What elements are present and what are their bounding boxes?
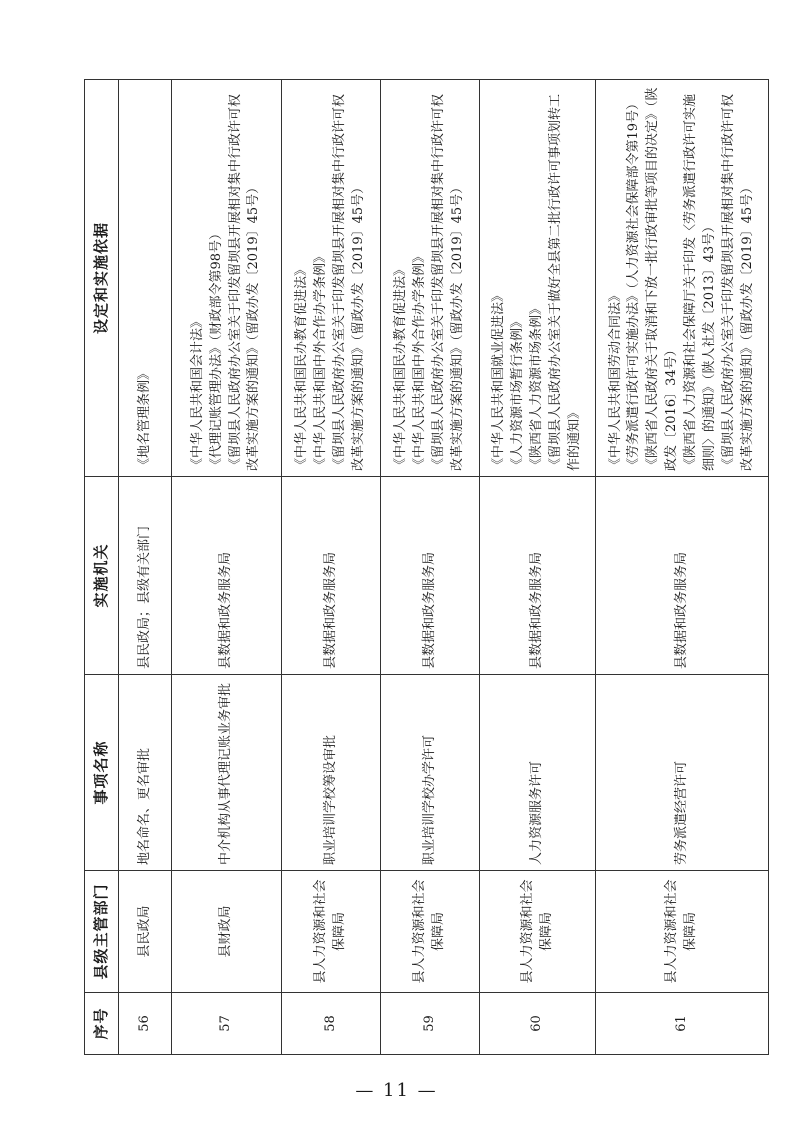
row-seq: 59 (381, 993, 480, 1055)
row-basis (172, 80, 282, 477)
header-agency: 实施机关 (85, 477, 119, 675)
row-basis (119, 80, 172, 477)
row-agency: 县数据和政务服务局 (172, 477, 282, 675)
header-item: 事项名称 (85, 675, 119, 871)
basis-entry: 《陕西省人力资源和社会保障厅关于印发〈劳务派遣行政许可实施细则〉的通知》（陕人社发〔2013〕43号） (683, 93, 717, 471)
row-agency: 县数据和政务服务局 (381, 477, 480, 675)
row-agency: 县数据和政务服务局 (480, 477, 596, 675)
basis-entry: 《中华人民共和国民办教育促进法》 (294, 262, 310, 471)
table-header-row (85, 80, 119, 1055)
basis-entry: 《中华人民共和国中外合作办学条例》 (412, 249, 428, 471)
row-basis (596, 80, 769, 477)
basis-entry: 《中华人民共和国会计法》 (189, 314, 205, 471)
row-basis (381, 80, 480, 477)
row-seq: 61 (596, 993, 769, 1055)
table-row (596, 80, 769, 1055)
basis-entry: 《中华人民共和国民办教育促进法》 (393, 262, 409, 471)
row-department: 县人力资源和社会保障局 (480, 871, 596, 993)
basis-entry: 《地名管理条例》 (136, 366, 152, 471)
row-department: 县民政局 (119, 871, 172, 993)
basis-entry: 《中华人民共和国中外合作办学条例》 (313, 249, 329, 471)
row-agency: 县民政局；县级有关部门 (119, 477, 172, 675)
basis-entry: 《陕西省人民政府关于取消和下放一批行政审批等项目的决定》（陕政发〔2016〕34号） (645, 87, 680, 471)
row-basis (282, 80, 381, 477)
basis-entry: 《留坝县人民政府办公室关于印发留坝县开展相对集中行政许可权改革实施方案的通知》（留政办发〔2019〕45号） (720, 93, 755, 471)
basis-entry: 《劳务派遣行政许可实施办法》（人力资源社会保障部令第19号） (626, 96, 642, 471)
row-item: 劳务派遣经营许可 (596, 675, 769, 871)
row-item: 职业培训学校办学许可 (381, 675, 480, 871)
basis-entry: 《留坝县人民政府办公室关于印发留坝县开展相对集中行政许可权改革实施方案的通知》（留政办发〔2019〕45号） (332, 93, 366, 471)
permit-items-table (84, 79, 769, 1055)
basis-entry: 《留坝县人民政府办公室关于印发留坝县开展相对集中行政许可权改革实施方案的通知》（留政办发〔2019〕45号） (431, 93, 465, 471)
basis-entry: 《中华人民共和国劳动合同法》 (607, 288, 623, 471)
row-department: 县人力资源和社会保障局 (282, 871, 381, 993)
basis-entry: 《留坝县人民政府办公室关于印发留坝县开展相对集中行政许可权改革实施方案的通知》（留政办发〔2019〕45号） (227, 93, 262, 471)
row-item: 人力资源服务许可 (480, 675, 596, 871)
header-department: 县级主管部门 (85, 871, 119, 993)
row-department: 县财政局 (172, 871, 282, 993)
table-row (480, 80, 596, 1055)
row-department: 县人力资源和社会保障局 (596, 871, 769, 993)
basis-entry: 《中华人民共和国就业促进法》 (491, 288, 507, 471)
page-number: — 11 — (355, 1080, 438, 1101)
table-row (119, 80, 172, 1055)
table-row (381, 80, 480, 1055)
rotated-table-wrapper (84, 80, 768, 1055)
row-seq: 58 (282, 993, 381, 1055)
table-row (172, 80, 282, 1055)
row-seq: 57 (172, 993, 282, 1055)
basis-entry: 《人力资源市场暂行条例》 (510, 314, 526, 471)
row-seq: 56 (119, 993, 172, 1055)
header-seq: 序号 (85, 993, 119, 1055)
row-basis (480, 80, 596, 477)
basis-entry: 《陕西省人力资源市场条例》 (529, 301, 545, 471)
row-seq: 60 (480, 993, 596, 1055)
table-row (282, 80, 381, 1055)
row-agency: 县数据和政务服务局 (596, 477, 769, 675)
row-item: 中介机构从事代理记账业务审批 (172, 675, 282, 871)
basis-entry: 《代理记账管理办法》（财政部令第98号） (208, 226, 224, 471)
row-item: 职业培训学校筹设审批 (282, 675, 381, 871)
row-department: 县人力资源和社会保障局 (381, 871, 480, 993)
basis-entry: 《留坝县人民政府办公室关于做好全县第二批行政许可事项划转工作的通知》 (547, 93, 582, 471)
header-basis: 设定和实施依据 (85, 80, 119, 477)
row-agency: 县数据和政务服务局 (282, 477, 381, 675)
row-item: 地名命名、更名审批 (119, 675, 172, 871)
